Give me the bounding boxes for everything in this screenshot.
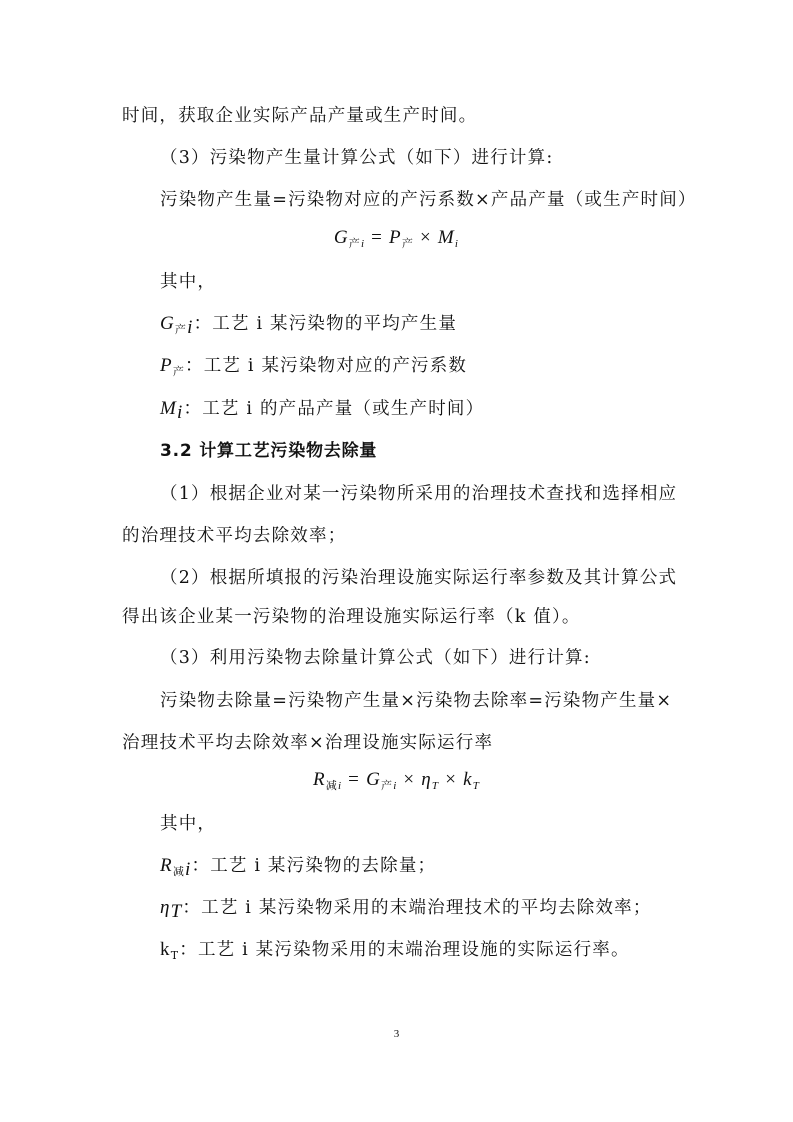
text-line: 污染物产生量=污染物对应的产污系数×产品产量（或生产时间）: [160, 190, 697, 210]
text-line: 时间，获取企业实际产品产量或生产时间。: [122, 106, 478, 126]
text-line: （3）利用污染物去除量计算公式（如下）进行计算:: [160, 648, 591, 668]
text-line: （3）污染物产生量计算公式（如下）进行计算:: [160, 148, 554, 168]
text-line: 治理技术平均去除效率×治理设施实际运行率: [122, 733, 494, 753]
formula-generation: $G_{产i} = P_产 \times M_i$: [333, 227, 460, 250]
definition-R: $R_{减i}$：工艺 i 某污染物的去除量；: [160, 855, 437, 880]
text-line: 其中，: [160, 272, 217, 292]
page-number: 3: [393, 1028, 400, 1040]
definition-k: $k_T$：工艺 i 某污染物采用的末端治理设施的实际运行率。: [160, 939, 630, 962]
text-line: 得出该企业某一污染物的治理设施实际运行率（k 值）。: [122, 607, 581, 627]
text-line: （1）根据企业对某一污染物所采用的治理技术查找和选择相应: [160, 484, 678, 504]
text-line: 的治理技术平均去除效率；: [122, 526, 347, 546]
formula-removal: $R_{减i} = G_{产i} \times \eta_T \times k_T$: [312, 769, 481, 792]
definition-eta: $\eta_T$：工艺 i 某污染物采用的末端治理技术的平均去除效率；: [160, 897, 652, 922]
section-heading: 3.2 计算工艺污染物去除量: [160, 441, 378, 461]
definition-P: $P_产$：工艺 i 某污染物对应的产污系数: [160, 355, 468, 378]
definition-G: $G_{产i}$：工艺 i 某污染物的平均产生量: [160, 313, 458, 338]
definition-M: $M_i$：工艺 i 的产品产量（或生产时间）: [160, 398, 485, 423]
text-line: 其中，: [160, 814, 217, 834]
text-line: 污染物去除量=污染物产生量×污染物去除率=污染物产生量×: [160, 691, 673, 711]
text-line: （2）根据所填报的污染治理设施实际运行率参数及其计算公式: [160, 568, 678, 588]
